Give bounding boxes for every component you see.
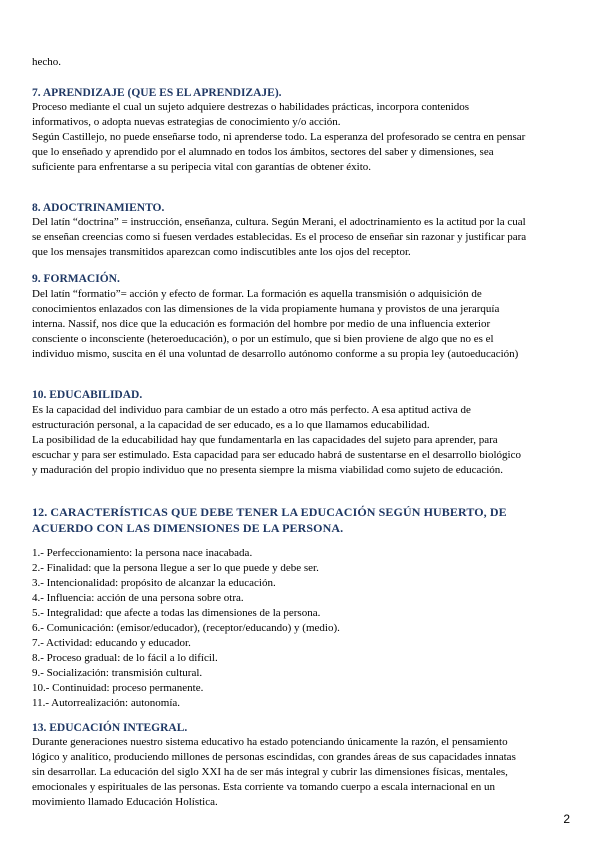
section-13-heading: 13. EDUCACIÓN INTEGRAL.	[32, 722, 188, 734]
section-10-paragraph-2: La posibilidad de la educabilidad hay que fundamentarla en las capacidades del sujeto para aprender, para escuchar y para ser estimulado. Esta capacidad para ser educado habrá de sustentarse en el desarrollo biológico y maduración del propio individuo que no presenta siempre la misma viabilidad como sujeto de educación.	[32, 434, 521, 476]
section-7-heading: 7. APRENDIZAJE (QUE ES EL APRENDIZAJE).	[32, 87, 282, 99]
list-item: 6.- Comunicación: (emisor/educador), (receptor/educando) y (medio).	[32, 622, 340, 634]
section-8-body	[32, 215, 528, 260]
list-item: 9.- Socialización: transmisión cultural.	[32, 667, 203, 679]
section-7-paragraph-2: Según Castillejo, no puede enseñarse todo, ni aprenderse todo. La esperanza del profesorado se centra en pensar que lo enseñado y aprendido por el alumnado en todos los ámbitos, sectores del saber y dimensiones, sea suficiente para enfrentarse a su peripecia vital con garantías de obtener éxito.	[32, 131, 526, 173]
list-item: 10.- Continuidad: proceso permanente.	[32, 682, 204, 694]
list-item: 7.- Actividad: educando y educador.	[32, 637, 191, 649]
list-item: 2.- Finalidad: que la persona llegue a ser lo que puede y debe ser.	[32, 562, 319, 574]
list-item: 1.- Perfeccionamiento: la persona nace inacabada.	[32, 547, 253, 559]
list-item: 11.- Autorrealización: autonomía.	[32, 697, 181, 709]
intro-line: hecho.	[32, 56, 62, 68]
section-10-paragraph-1: Es la capacidad del individuo para cambiar de un estado a otro más perfecto. A esa aptitud activa de estructuración personal, a la capacidad de ser educado, es a lo que llamamos educabilidad.	[32, 404, 471, 431]
page-number: 2	[563, 812, 570, 826]
section-10-body	[32, 403, 528, 478]
section-9-paragraph-1: Del latín “formatio”= acción y efecto de formar. La formación es aquella transmisión o adquisición de conocimientos enlazados con las dimensiones de la vida propiamente humana y provistos de una jerarquía interna. Nassif, nos dice que la educación es formación del hombre por medio de una influencia exterior consciente o inconsciente (heteroeducación), o por un estímulo, que si bien proviene de algo que no es el individuo mismo, suscita en él una voluntad de desarrollo autónomo conforme a su propia ley (autoeducación)	[32, 288, 519, 360]
list-item: 8.- Proceso gradual: de lo fácil a lo difícil.	[32, 652, 218, 664]
list-item: 5.- Integralidad: que afecte a todas las dimensiones de la persona.	[32, 607, 321, 619]
section-10-heading: 10. EDUCABILIDAD.	[32, 389, 143, 401]
section-12-heading: 12. CARACTERÍSTICAS QUE DEBE TENER LA EDUCACIÓN SEGÚN HUBERTO, DE ACUERDO CON LAS DIMENSIONES DE LA PERSONA.	[32, 505, 507, 535]
section-9-body	[32, 287, 528, 362]
section-13-paragraph-1: Durante generaciones nuestro sistema educativo ha estado potenciando únicamente la razón, el pensamiento lógico y analítico, produciendo millones de personas escindidas, con grandes áreas de sus capacidades innatas sin desarrollar. La educación del siglo XXI ha de ser más integral y cubrir las dimensiones físicas, mentales, emocionales y espirituales de las personas. Esta corriente va tomando cuerpo a escala internacional en un movimiento llamado Educación Holística.	[32, 736, 516, 808]
section-8-heading: 8. ADOCTRINAMIENTO.	[32, 202, 165, 214]
section-13-body	[32, 735, 528, 810]
section-12-list	[32, 546, 532, 711]
section-7-body	[32, 100, 528, 175]
section-8-paragraph-1: Del latín “doctrina” = instrucción, enseñanza, cultura. Según Merani, el adoctrinamiento es la actitud por la cual se enseñan creencias como si fuesen verdades establecidas. Es el proceso de enseñar sin razonar y justificar para que los mensajes transmitidos aparezcan como indiscutibles ante los ojos del receptor.	[32, 216, 527, 258]
section-9-heading: 9. FORMACIÓN.	[32, 273, 120, 285]
list-item: 3.- Intencionalidad: propósito de alcanzar la educación.	[32, 577, 276, 589]
list-item: 4.- Influencia: acción de una persona sobre otra.	[32, 592, 244, 604]
section-7-paragraph-1: Proceso mediante el cual un sujeto adquiere destrezas o habilidades prácticas, incorpora contenidos informativos, o adopta nuevas estrategias de conocimiento y/o acción.	[32, 101, 470, 128]
